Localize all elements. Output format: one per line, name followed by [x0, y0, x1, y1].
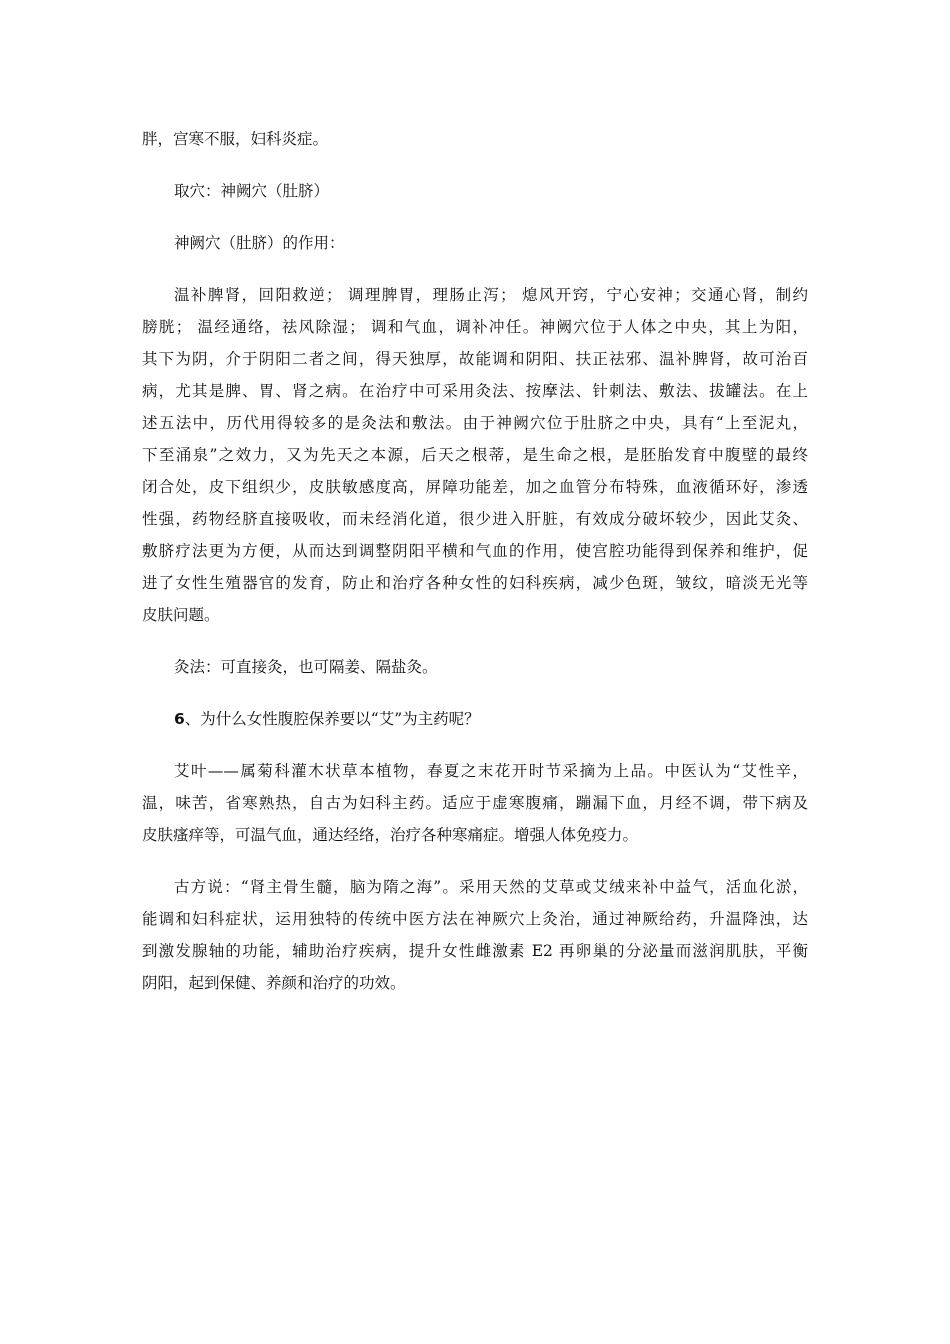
paragraph-line: 其下为阴，介于阴阳二者之间，得天独厚，故能调和阴阳、扶正祛邪、温补脾肾，故可治百	[142, 350, 808, 368]
paragraph-line: 膀胱； 温经通络，祛风除湿； 调和气血，调补冲任。神阙穴位于人体之中央，其上为阳，	[142, 318, 808, 336]
paragraph-line: 进了女性生殖器官的发育，防止和治疗各种女性的妇科疾病，减少色斑，皱纹，暗淡无光等	[142, 574, 808, 592]
paragraph-line: 敷脐疗法更为方便，从而达到调整阴阳平横和气血的作用，使宫腔功能得到保养和维护，促	[142, 542, 808, 560]
paragraph-line: 艾叶——属菊科灌木状草本植物，春夏之末花开时节采摘为上品。中医认为“艾性辛，	[174, 762, 808, 780]
question-heading	[174, 708, 808, 730]
paragraph-line: 病，尤其是脾、胃、肾之病。在治疗中可采用灸法、按摩法、针刺法、敷法、拔罐法。在上	[142, 382, 808, 400]
paragraph-line: 到激发腺轴的功能，辅助治疗疾病，提升女性雌激素 E2 再卵巢的分泌量而滋润肌肤，平衡	[142, 942, 808, 960]
paragraph-line: 阴阳，起到保健、养颜和治疗的功效。	[142, 974, 406, 992]
paragraph-continuation: 胖，宫寒不服，妇科炎症。	[142, 130, 329, 148]
function-heading: 神阙穴（肚脐）的作用：	[174, 234, 345, 252]
paragraph-line: 皮肤问题。	[142, 606, 220, 624]
paragraph-line: 皮肤瘙痒等，可温气血，通达经络，治疗各种寒痛症。增强人体免疫力。	[142, 826, 639, 844]
question-text: 、为什么女性腹腔保养要以“艾”为主药呢？	[184, 710, 480, 728]
acupoint-line: 取穴：神阙穴（肚脐）	[174, 182, 330, 200]
paragraph-line: 能调和妇科症状，运用独特的传统中医方法在神厥穴上灸治，通过神厥给药，升温降浊，达	[142, 910, 808, 928]
paragraph-line: 闭合处，皮下组织少，皮肤敏感度高，屏障功能差，加之血管分布特殊，血液循环好，渗透	[142, 478, 808, 496]
paragraph-line: 温，味苦，省寒熟热，自古为妇科主药。适应于虚寒腹痛，蹦漏下血，月经不调，带下病及	[142, 794, 808, 812]
paragraph-line: 性强，药物经脐直接吸收，而未经消化道，很少进入肝脏，有效成分破坏较少，因此艾灸、	[142, 510, 808, 528]
paragraph-line: 下至涌泉”之效力，又为先天之本源，后天之根蒂，是生命之根，是胚胎发育中腹壁的最终	[142, 446, 808, 464]
paragraph-line: 述五法中，历代用得较多的是灸法和敷法。由于神阙穴位于肚脐之中央，具有“上至泥丸，	[142, 414, 808, 432]
paragraph-line: 古方说：“肾主骨生髓，脑为隋之海”。采用天然的艾草或艾绒来补中益气，活血化淤，	[174, 878, 808, 896]
moxa-line: 灸法：可直接灸，也可隔姜、隔盐灸。	[174, 658, 438, 676]
question-number: 6	[174, 710, 185, 728]
paragraph-line: 温补脾肾，回阳救逆； 调理脾胃，理肠止泻； 熄风开窍，宁心安神；交通心肾，制约	[174, 286, 808, 304]
